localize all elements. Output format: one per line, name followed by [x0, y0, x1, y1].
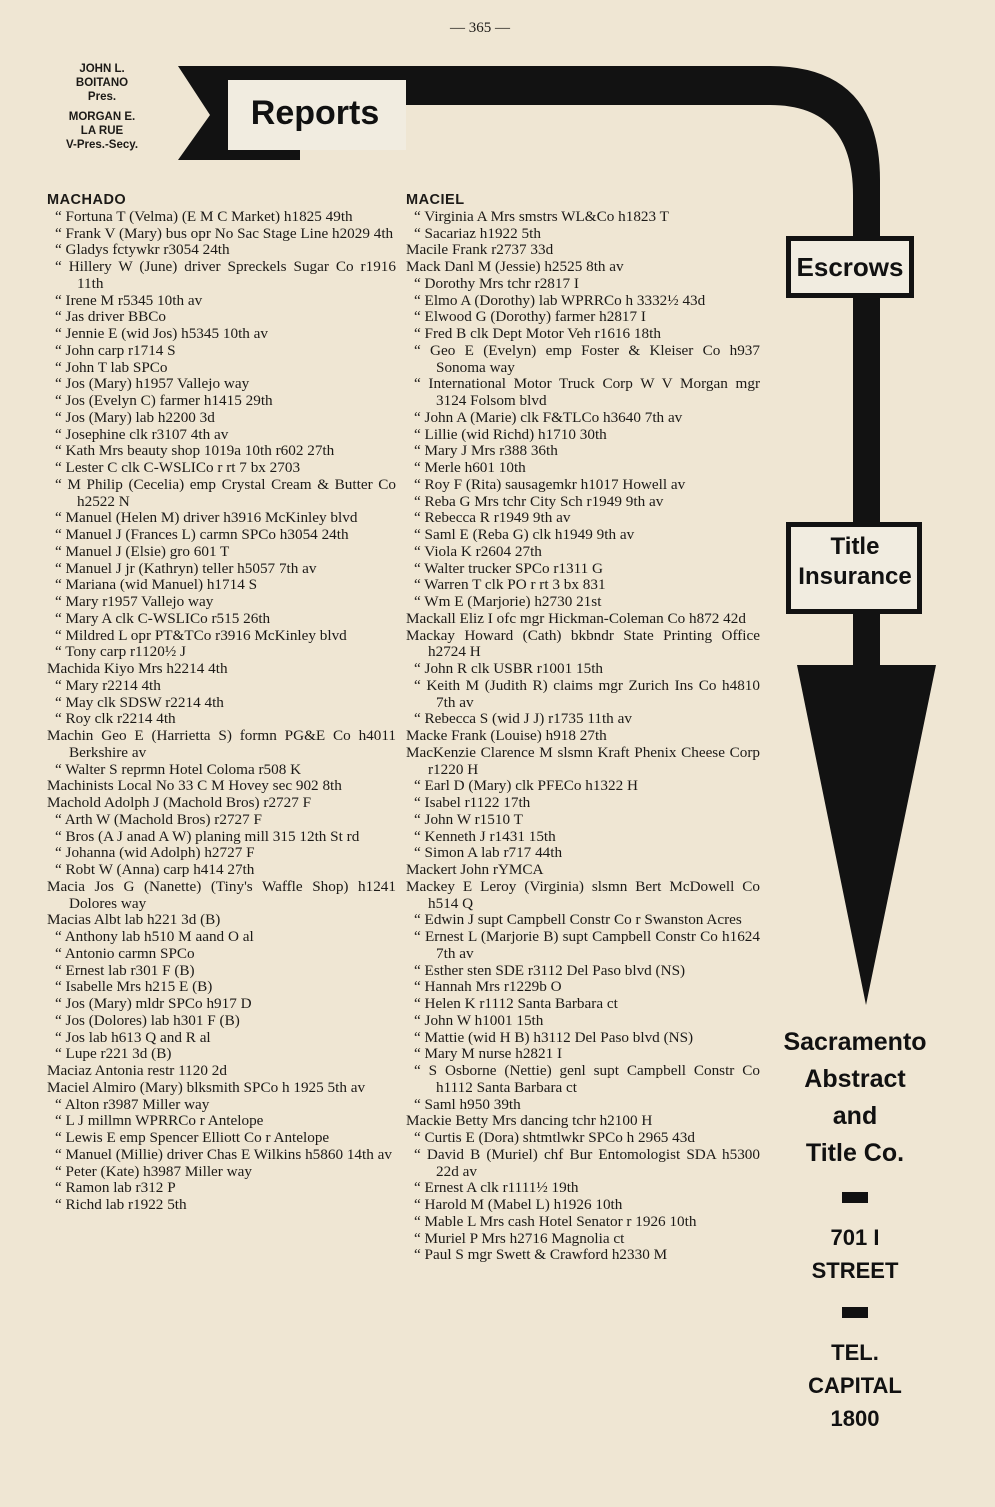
- directory-entry: “ Earl D (Mary) clk PFECo h1322 H: [414, 777, 638, 795]
- directory-entry: Machida Kiyo Mrs h2214 4th: [47, 660, 228, 677]
- directory-entry: “ Elmo A (Dorothy) lab WPRRCo h 3332½ 43d: [414, 291, 706, 309]
- directory-entry: “ Gladys fctywkr r3054 24th: [55, 241, 230, 259]
- directory-entry: “ Jas driver BBCo: [55, 308, 166, 326]
- company-name-line: and: [832, 1102, 878, 1130]
- directory-entry: “ Mattie (wid H B) h3112 Del Paso blvd (NS): [414, 1028, 694, 1046]
- directory-entry: “ Keith M (Judith R) claims mgr Zurich Ins Co h4810 7th av: [414, 676, 760, 711]
- company-phone-line: TEL.: [831, 1340, 879, 1365]
- company-advertisement: [770, 1024, 940, 1435]
- directory-entry: “ John A (Marie) clk F&TLCo h3640 7th av: [414, 408, 683, 426]
- directory-entry: Mackay Howard (Cath) bkbndr State Printing Office h2724 H: [406, 626, 760, 661]
- directory-entry: “ Saml E (Reba G) clk h1949 9th av: [414, 526, 635, 543]
- directory-entry: “ Bros (A J anad A W) planing mill 315 12th St rd: [55, 827, 360, 845]
- directory-entry: “ Jos (Evelyn C) farmer h1415 29th: [55, 392, 273, 409]
- directory-entry: “ John T lab SPCo: [55, 358, 168, 376]
- directory-entry: “ Harold M (Mabel L) h1926 10th: [414, 1196, 623, 1213]
- title-insurance-label: [790, 532, 920, 592]
- directory-entry: “ Mildred L opr PT&TCo r3916 McKinley blvd: [55, 626, 347, 644]
- directory-entry: Mackey E Leroy (Virginia) slsmn Bert McDowell Co h514 Q: [406, 877, 760, 912]
- directory-entry: “ Fred B clk Dept Motor Veh r1616 18th: [414, 325, 661, 342]
- directory-entry: “ Mary r1957 Vallejo way: [55, 593, 214, 610]
- surname-heading: MACIEL: [406, 192, 465, 208]
- directory-entry: “ Viola K r2604 27th: [414, 542, 542, 560]
- directory-entry: “ Virginia A Mrs smstrs WL&Co h1823 T: [414, 207, 669, 225]
- directory-entry: “ Geo E (Evelyn) emp Foster & Kleiser Co h937 Sonoma way: [414, 341, 760, 376]
- directory-entry: “ Arth W (Machold Bros) r2727 F: [55, 810, 262, 828]
- directory-entry: “ Frank V (Mary) bus opr No Sac Stage Line h2029 4th: [55, 224, 394, 242]
- directory-entry: “ Josephine clk r3107 4th av: [55, 425, 229, 443]
- directory-entry: Macke Frank (Louise) h918 27th: [406, 727, 607, 744]
- directory-entry: “ Helen K r1112 Santa Barbara ct: [414, 995, 618, 1012]
- directory-entry: “ Robt W (Anna) carp h414 27th: [55, 861, 255, 878]
- directory-entry: “ Manuel (Millie) driver Chas E Wilkins h5860 14th av: [55, 1145, 392, 1163]
- entry-list: [406, 209, 760, 1264]
- directory-entry: “ Esther sten SDE r3112 Del Paso blvd (NS): [414, 961, 686, 979]
- directory-entry: “ Simon A lab r717 44th: [414, 844, 563, 862]
- directory-entry: “ Manuel J jr (Kathryn) teller h5057 7th av: [55, 559, 317, 577]
- directory-entry: “ Rebecca S (wid J J) r1735 11th av: [414, 710, 632, 728]
- directory-entry: “ Roy clk r2214 4th: [55, 710, 176, 728]
- directory-entry: “ Elwood G (Dorothy) farmer h2817 I: [414, 308, 646, 326]
- directory-entry: “ Ernest L (Marjorie B) supt Campbell Constr Co h1624 7th av: [414, 928, 760, 962]
- directory-entry: “ Mary A clk C-WSLICo r515 26th: [55, 609, 271, 627]
- officer-name: JOHN L.: [79, 63, 125, 75]
- directory-entry: “ Isabel r1122 17th: [414, 794, 531, 811]
- directory-entry: “ Curtis E (Dora) shtmtlwkr SPCo h 2965 43d: [414, 1129, 695, 1146]
- directory-entry: “ M Philip (Cecelia) emp Crystal Cream & Butter Co h2522 N: [55, 475, 396, 510]
- directory-entry: “ Rebecca R r1949 9th av: [414, 509, 571, 527]
- title-label-line: Title: [830, 533, 880, 560]
- directory-entry: “ Mable L Mrs cash Hotel Senator r 1926 10th: [414, 1212, 697, 1230]
- directory-entry: MacKenzie Clarence M slsmn Kraft Phenix Cheese Corp r1220 H: [406, 743, 760, 778]
- directory-entry: Machin Geo E (Harrietta S) formn PG&E Co h4011 Berkshire av: [47, 727, 396, 761]
- directory-entry: Macia Jos G (Nanette) (Tiny's Waffle Shop) h1241 Dolores way: [47, 877, 396, 912]
- directory-entry: “ Johanna (wid Adolph) h2727 F: [55, 844, 255, 862]
- directory-entry: “ John carp r1714 S: [55, 341, 176, 359]
- directory-entry: “ Tony carp r1120½ J: [55, 643, 186, 661]
- officer-name: BOITANO: [75, 77, 129, 89]
- divider-bar: [842, 1307, 868, 1318]
- directory-entry: “ Jos (Mary) lab h2200 3d: [55, 408, 215, 426]
- directory-entry: “ Jennie E (wid Jos) h5345 10th av: [55, 325, 269, 342]
- directory-entry: Mackie Betty Mrs dancing tchr h2100 H: [406, 1112, 653, 1130]
- officer-name: LA RUE: [80, 125, 124, 137]
- officer-title: V-Pres.-Secy.: [65, 139, 139, 151]
- directory-entry: “ Ernest A clk r1111½ 19th: [414, 1179, 579, 1197]
- company-name-line: Title Co.: [805, 1139, 905, 1167]
- directory-entry: “ Saml h950 39th: [414, 1095, 521, 1113]
- directory-entry: “ Edwin J supt Campbell Constr Co r Swanston Acres: [414, 911, 742, 929]
- directory-entry: “ Sacariaz h1922 5th: [414, 224, 541, 242]
- directory-entry: Macile Frank r2737 33d: [406, 241, 554, 259]
- directory-entry: “ Jos (Dolores) lab h301 F (B): [55, 1011, 240, 1029]
- directory-entry: “ John W h1001 15th: [414, 1011, 544, 1029]
- directory-entry: “ Lupe r221 3d (B): [55, 1045, 172, 1063]
- directory-entry: “ Richd lab r1922 5th: [55, 1196, 187, 1213]
- surname-heading: MACHADO: [47, 192, 127, 208]
- directory-entry: “ Manuel (Helen M) driver h3916 McKinley blvd: [55, 509, 358, 527]
- directory-entry: “ Manuel J (Elsie) gro 601 T: [55, 542, 230, 560]
- directory-entry: “ Ramon lab r312 P: [55, 1179, 176, 1197]
- directory-entry: “ Jos lab h613 Q and R al: [55, 1028, 211, 1046]
- company-name-line: Sacramento: [783, 1028, 927, 1056]
- directory-entry: “ David B (Muriel) chf Bur Entomologist SDA h5300 22d av: [414, 1145, 760, 1180]
- directory-entry: “ Jos (Mary) mldr SPCo h917 D: [55, 995, 252, 1012]
- directory-entry: “ Kath Mrs beauty shop 1019a 10th r602 27th: [55, 442, 335, 460]
- directory-column-middle: [406, 192, 760, 1264]
- directory-entry: “ Merle h601 10th: [414, 459, 526, 476]
- company-phone-line: CAPITAL: [808, 1373, 902, 1398]
- directory-entry: “ Lester C clk C-WSLICo r rt 7 bx 2703: [55, 459, 301, 476]
- company-address-line: STREET: [811, 1258, 899, 1283]
- page-number: — 365 —: [450, 20, 510, 36]
- directory-entry: “ John W r1510 T: [414, 810, 523, 828]
- directory-entry: Maciel Almiro (Mary) blksmith SPCo h 1925 5th av: [47, 1078, 366, 1096]
- directory-entry: “ Antonio carmn SPCo: [55, 944, 195, 962]
- directory-entry: “ Anthony lab h510 M aand O al: [55, 928, 254, 945]
- arrow-head: [797, 665, 936, 1005]
- company-address-line: 701 I: [830, 1225, 880, 1250]
- directory-entry: “ John R clk USBR r1001 15th: [414, 660, 604, 677]
- directory-entry: “ Walter trucker SPCo r1311 G: [414, 559, 604, 577]
- directory-entry: “ Alton r3987 Miller way: [55, 1095, 210, 1113]
- company-name-line: Abstract: [804, 1065, 906, 1093]
- directory-entry: “ Mary r2214 4th: [55, 676, 161, 694]
- directory-entry: “ Kenneth J r1431 15th: [414, 827, 556, 845]
- directory-entry: “ Manuel J (Frances L) carmn SPCo h3054 24th: [55, 526, 349, 543]
- directory-entry: “ Mary J Mrs r388 36th: [414, 442, 558, 460]
- directory-entry: “ Fortuna T (Velma) (E M C Market) h1825 49th: [55, 207, 353, 225]
- directory-entry: Maciaz Antonia restr 1120 2d: [47, 1062, 227, 1079]
- directory-entry: “ International Motor Truck Corp W V Morgan mgr 3124 Folsom blvd: [414, 375, 760, 409]
- directory-entry: Machold Adolph J (Machold Bros) r2727 F: [47, 794, 312, 811]
- reports-label: Reports: [250, 94, 380, 132]
- directory-entry: “ Lillie (wid Richd) h1710 30th: [414, 425, 607, 443]
- directory-column-left: [47, 192, 396, 1214]
- directory-entry: “ Mary M nurse h2821 I: [414, 1045, 563, 1063]
- directory-entry: Mackall Eliz I ofc mgr Hickman-Coleman Co h872 42d: [406, 609, 746, 627]
- directory-entry: “ Walter S reprmn Hotel Coloma r508 K: [55, 760, 302, 778]
- directory-entry: “ Irene M r5345 10th av: [55, 291, 203, 309]
- escrows-label: Escrows: [796, 252, 904, 282]
- directory-entry: “ Dorothy Mrs tchr r2817 I: [414, 274, 579, 292]
- directory-entry: “ Wm E (Marjorie) h2730 21st: [414, 593, 602, 610]
- entry-list: [47, 209, 396, 1214]
- directory-entry: “ Roy F (Rita) sausagemkr h1017 Howell av: [414, 475, 686, 493]
- company-phone-line: 1800: [830, 1406, 880, 1431]
- directory-entry: Mack Danl M (Jessie) h2525 8th av: [406, 258, 624, 275]
- directory-entry: Mackert John rYMCA: [406, 861, 544, 878]
- directory-entry: “ Isabelle Mrs h215 E (B): [55, 978, 213, 996]
- directory-entry: “ Peter (Kate) h3987 Miller way: [55, 1162, 252, 1180]
- directory-entry: “ Lewis E emp Spencer Elliott Co r Antelope: [55, 1129, 330, 1146]
- directory-entry: “ Ernest lab r301 F (B): [55, 961, 195, 979]
- directory-entry: “ Reba G Mrs tchr City Sch r1949 9th av: [414, 492, 664, 510]
- directory-entry: “ Jos (Mary) h1957 Vallejo way: [55, 375, 250, 393]
- directory-entry: “ Hillery W (June) driver Spreckels Sugar Co r1916 11th: [55, 258, 396, 292]
- directory-entry: “ Warren T clk PO r rt 3 bx 831: [414, 576, 606, 594]
- officer-name: MORGAN E.: [68, 111, 136, 123]
- officer-title: Pres.: [87, 91, 117, 103]
- title-label-line: Insurance: [798, 563, 912, 590]
- directory-entry: “ L J millmn WPRRCo r Antelope: [55, 1112, 264, 1130]
- directory-entry: Machinists Local No 33 C M Hovey sec 902 8th: [47, 777, 342, 795]
- directory-entry: Macias Albt lab h221 3d (B): [47, 911, 221, 929]
- divider-bar: [842, 1192, 868, 1203]
- directory-entry: “ Mariana (wid Manuel) h1714 S: [55, 576, 258, 594]
- directory-entry: “ Hannah Mrs r1229b O: [414, 978, 562, 996]
- directory-entry: “ Muriel P Mrs h2716 Magnolia ct: [414, 1229, 625, 1247]
- directory-entry: “ May clk SDSW r2214 4th: [55, 693, 224, 711]
- directory-entry: “ Paul S mgr Swett & Crawford h2330 M: [414, 1246, 668, 1264]
- directory-entry: “ S Osborne (Nettie) genl supt Campbell Constr Co h1112 Santa Barbara ct: [414, 1062, 760, 1096]
